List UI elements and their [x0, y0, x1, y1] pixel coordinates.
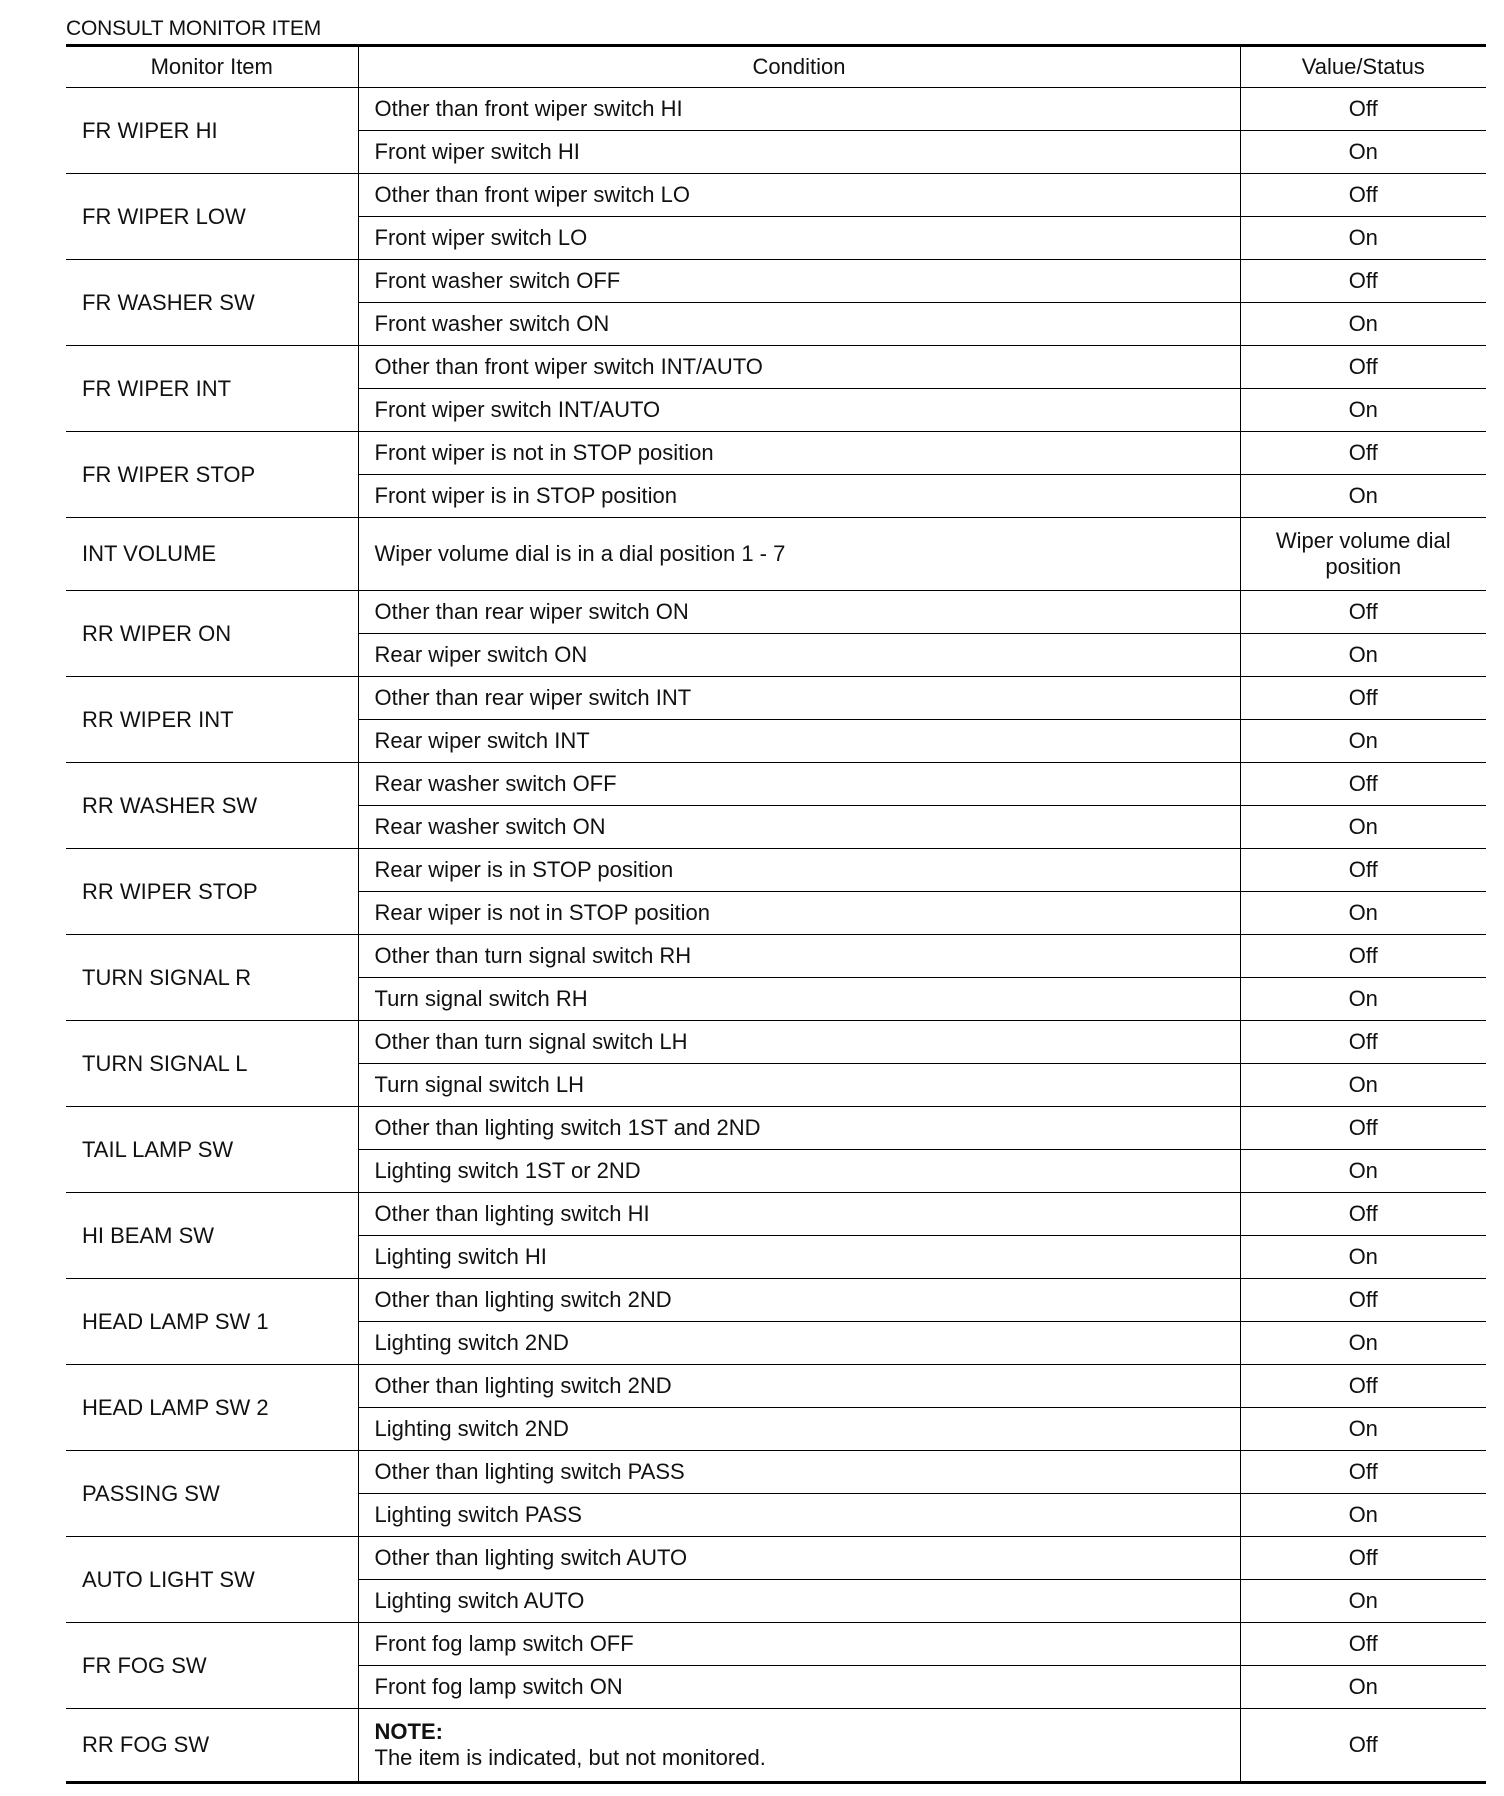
- value-status-cell: Off: [1240, 849, 1486, 892]
- condition-cell: Front wiper switch LO: [358, 217, 1240, 260]
- header-monitor-item: Monitor Item: [66, 46, 358, 88]
- condition-cell: Other than lighting switch PASS: [358, 1451, 1240, 1494]
- condition-cell: Other than front wiper switch LO: [358, 174, 1240, 217]
- condition-cell: Front wiper is not in STOP position: [358, 432, 1240, 475]
- value-status-cell: On: [1240, 217, 1486, 260]
- monitor-item-cell: HEAD LAMP SW 1: [66, 1279, 358, 1365]
- value-status-cell: Wiper volume dial position: [1240, 518, 1486, 591]
- value-status-cell: On: [1240, 634, 1486, 677]
- value-status-cell: Off: [1240, 1623, 1486, 1666]
- value-status-cell: Off: [1240, 1107, 1486, 1150]
- condition-cell: Lighting switch 2ND: [358, 1322, 1240, 1365]
- table-row: [66, 518, 1486, 591]
- condition-cell: Lighting switch AUTO: [358, 1580, 1240, 1623]
- condition-cell: Other than lighting switch HI: [358, 1193, 1240, 1236]
- condition-cell: Other than rear wiper switch INT: [358, 677, 1240, 720]
- value-status-cell: Off: [1240, 1709, 1486, 1783]
- value-status-cell: Off: [1240, 1365, 1486, 1408]
- consult-monitor-table: [66, 44, 1486, 1784]
- table-row: [66, 1623, 1486, 1666]
- condition-cell: Rear washer switch OFF: [358, 763, 1240, 806]
- table-row: [66, 88, 1486, 131]
- value-status-cell: Off: [1240, 591, 1486, 634]
- condition-cell: Lighting switch 1ST or 2ND: [358, 1150, 1240, 1193]
- condition-cell: Other than turn signal switch RH: [358, 935, 1240, 978]
- table-row: [66, 1709, 1486, 1783]
- monitor-item-cell: INT VOLUME: [66, 518, 358, 591]
- monitor-item-cell: TURN SIGNAL R: [66, 935, 358, 1021]
- table-row: [66, 1365, 1486, 1408]
- condition-cell: Lighting switch PASS: [358, 1494, 1240, 1537]
- note-text: The item is indicated, but not monitored.: [374, 1745, 766, 1770]
- value-status-cell: Off: [1240, 1537, 1486, 1580]
- table-row: [66, 432, 1486, 475]
- condition-cell: Front washer switch OFF: [358, 260, 1240, 303]
- condition-cell: Other than lighting switch 2ND: [358, 1365, 1240, 1408]
- monitor-item-cell: HEAD LAMP SW 2: [66, 1365, 358, 1451]
- table-row: [66, 591, 1486, 634]
- value-status-cell: On: [1240, 978, 1486, 1021]
- table-row: [66, 1107, 1486, 1150]
- value-status-cell: Off: [1240, 1193, 1486, 1236]
- monitor-item-cell: FR WIPER LOW: [66, 174, 358, 260]
- value-status-cell: On: [1240, 1064, 1486, 1107]
- value-status-cell: Off: [1240, 763, 1486, 806]
- monitor-item-cell: RR WIPER STOP: [66, 849, 358, 935]
- monitor-item-cell: FR WIPER INT: [66, 346, 358, 432]
- monitor-item-cell: FR WIPER STOP: [66, 432, 358, 518]
- value-status-cell: Off: [1240, 1279, 1486, 1322]
- condition-cell: Front wiper is in STOP position: [358, 475, 1240, 518]
- table-row: [66, 1537, 1486, 1580]
- condition-cell: Other than turn signal switch LH: [358, 1021, 1240, 1064]
- monitor-item-cell: FR WIPER HI: [66, 88, 358, 174]
- value-status-cell: On: [1240, 1408, 1486, 1451]
- condition-cell: Front wiper switch INT/AUTO: [358, 389, 1240, 432]
- monitor-item-cell: TAIL LAMP SW: [66, 1107, 358, 1193]
- condition-cell: Rear washer switch ON: [358, 806, 1240, 849]
- condition-cell: Turn signal switch LH: [358, 1064, 1240, 1107]
- value-status-cell: On: [1240, 806, 1486, 849]
- table-caption: CONSULT MONITOR ITEM: [66, 17, 322, 40]
- monitor-item-cell: FR FOG SW: [66, 1623, 358, 1709]
- header-condition: Condition: [358, 46, 1240, 88]
- header-value-status: Value/Status: [1240, 46, 1486, 88]
- value-status-cell: On: [1240, 892, 1486, 935]
- value-status-cell: On: [1240, 1580, 1486, 1623]
- value-status-cell: Off: [1240, 1021, 1486, 1064]
- condition-cell: Lighting switch HI: [358, 1236, 1240, 1279]
- condition-cell: Lighting switch 2ND: [358, 1408, 1240, 1451]
- header-row: [66, 46, 1486, 88]
- table-row: [66, 1451, 1486, 1494]
- value-status-cell: On: [1240, 1494, 1486, 1537]
- value-status-cell: On: [1240, 389, 1486, 432]
- condition-cell: Rear wiper switch INT: [358, 720, 1240, 763]
- value-status-cell: Off: [1240, 174, 1486, 217]
- table-row: [66, 677, 1486, 720]
- monitor-item-cell: RR WASHER SW: [66, 763, 358, 849]
- table-row: [66, 1193, 1486, 1236]
- condition-cell: Rear wiper switch ON: [358, 634, 1240, 677]
- table-row: [66, 1021, 1486, 1064]
- value-status-cell: On: [1240, 1322, 1486, 1365]
- table-row: [66, 849, 1486, 892]
- value-status-cell: Off: [1240, 1451, 1486, 1494]
- condition-cell: Rear wiper is in STOP position: [358, 849, 1240, 892]
- value-status-cell: On: [1240, 1236, 1486, 1279]
- monitor-item-cell: RR WIPER ON: [66, 591, 358, 677]
- condition-cell: Other than rear wiper switch ON: [358, 591, 1240, 634]
- table-row: [66, 763, 1486, 806]
- value-status-cell: On: [1240, 303, 1486, 346]
- table-row: [66, 935, 1486, 978]
- condition-cell: Turn signal switch RH: [358, 978, 1240, 1021]
- condition-cell: Front fog lamp switch ON: [358, 1666, 1240, 1709]
- condition-cell: Front washer switch ON: [358, 303, 1240, 346]
- condition-cell: Rear wiper is not in STOP position: [358, 892, 1240, 935]
- value-status-cell: On: [1240, 1150, 1486, 1193]
- condition-cell: Other than front wiper switch HI: [358, 88, 1240, 131]
- monitor-item-cell: RR FOG SW: [66, 1709, 358, 1783]
- condition-cell: Other than lighting switch 1ST and 2ND: [358, 1107, 1240, 1150]
- table-row: [66, 260, 1486, 303]
- note-title: NOTE:: [374, 1719, 443, 1744]
- condition-cell: Other than lighting switch 2ND: [358, 1279, 1240, 1322]
- monitor-item-cell: RR WIPER INT: [66, 677, 358, 763]
- monitor-item-cell: HI BEAM SW: [66, 1193, 358, 1279]
- condition-cell: Wiper volume dial is in a dial position 1 - 7: [358, 518, 1240, 591]
- condition-cell: Front wiper switch HI: [358, 131, 1240, 174]
- value-status-cell: Off: [1240, 88, 1486, 131]
- value-status-cell: Off: [1240, 677, 1486, 720]
- table-row: [66, 1279, 1486, 1322]
- monitor-item-cell: AUTO LIGHT SW: [66, 1537, 358, 1623]
- table-body: [66, 88, 1486, 1783]
- value-status-cell: Off: [1240, 935, 1486, 978]
- value-status-cell: On: [1240, 720, 1486, 763]
- table-row: [66, 174, 1486, 217]
- condition-cell: Other than lighting switch AUTO: [358, 1537, 1240, 1580]
- condition-note-cell: [358, 1709, 1240, 1783]
- monitor-item-cell: TURN SIGNAL L: [66, 1021, 358, 1107]
- condition-cell: Front fog lamp switch OFF: [358, 1623, 1240, 1666]
- table-row: [66, 346, 1486, 389]
- monitor-item-cell: FR WASHER SW: [66, 260, 358, 346]
- value-status-cell: On: [1240, 1666, 1486, 1709]
- value-status-cell: Off: [1240, 346, 1486, 389]
- value-status-cell: Off: [1240, 432, 1486, 475]
- value-status-cell: On: [1240, 475, 1486, 518]
- condition-cell: Other than front wiper switch INT/AUTO: [358, 346, 1240, 389]
- monitor-item-cell: PASSING SW: [66, 1451, 358, 1537]
- value-status-cell: On: [1240, 131, 1486, 174]
- value-status-cell: Off: [1240, 260, 1486, 303]
